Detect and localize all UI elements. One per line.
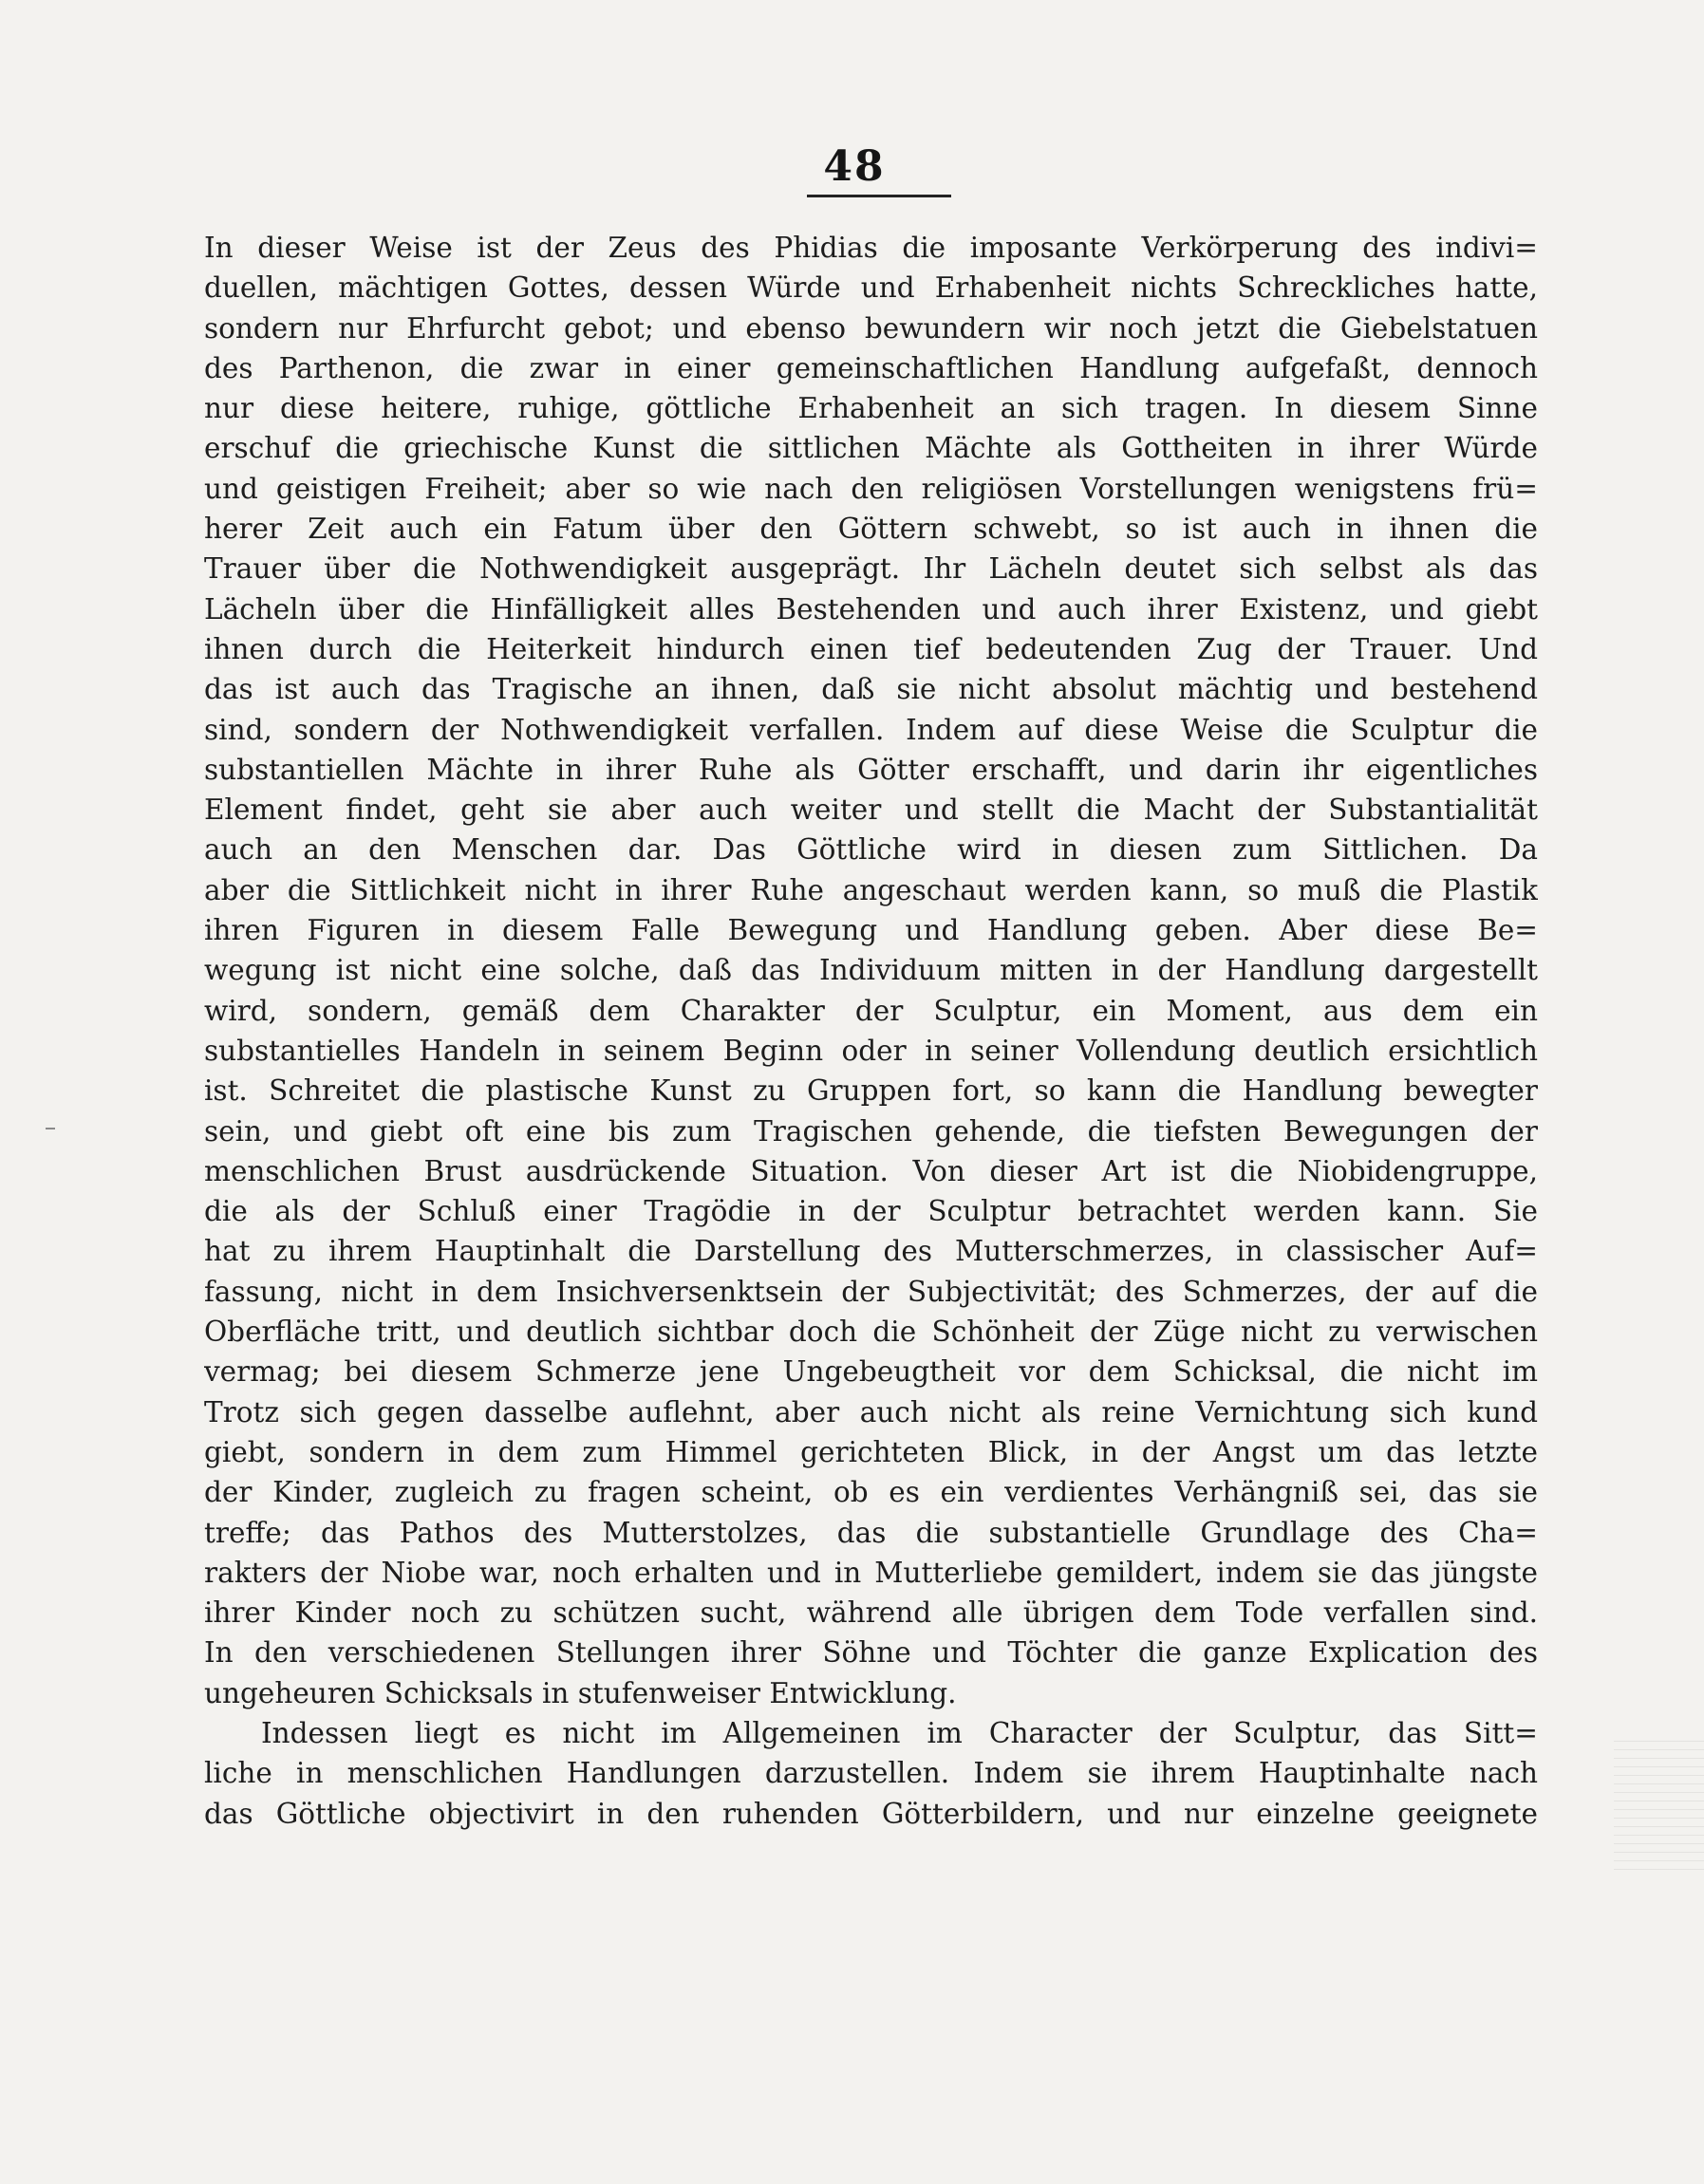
page-number-rule — [807, 195, 951, 197]
text-line: treffe; das Pathos des Mutterstolzes, das die substantielle Grundlage des Cha= — [204, 1516, 1538, 1549]
text-line: sind, sondern der Nothwendigkeit verfallen. Indem auf diese Weise die Sculptur die — [204, 713, 1538, 746]
text-line: liche in menschlichen Handlungen darzustellen. Indem sie ihrem Hauptinhalte nach — [204, 1757, 1538, 1790]
text-line: wegung ist nicht eine solche, daß das Individuum mitten in der Handlung dargestellt — [204, 954, 1538, 987]
text-line: hat zu ihrem Hauptinhalt die Darstellung des Mutterschmerzes, in classischer Auf= — [204, 1235, 1538, 1268]
text-line: Trauer über die Nothwendigkeit ausgeprägt. Ihr Lächeln deutet sich selbst als das — [204, 552, 1538, 586]
text-line: Oberfläche tritt, und deutlich sichtbar doch die Schönheit der Züge nicht zu verwischen — [204, 1316, 1538, 1349]
text-line: giebt, sondern in dem zum Himmel gerichteten Blick, in der Angst um das letzte — [204, 1435, 1538, 1468]
paragraph-1 — [204, 228, 1538, 1713]
text-line: die als der Schluß einer Tragödie in der Sculptur betrachtet werden kann. Sie — [204, 1195, 1538, 1228]
text-line: duellen, mächtigen Gottes, dessen Würde und Erhabenheit nichts Schreckliches hatte, — [204, 271, 1538, 305]
text-line: auch an den Menschen dar. Das Göttliche wird in diesen zum Sittlichen. Da — [204, 833, 1538, 867]
text-line: fassung, nicht in dem Insichversenktsein der Subjectivität; des Schmerzes, der auf die — [204, 1275, 1538, 1308]
text-line: sondern nur Ehrfurcht gebot; und ebenso bewundern wir noch jetzt die Giebelstatuen — [204, 311, 1538, 345]
text-line: Lächeln über die Hinfälligkeit alles Bestehenden und auch ihrer Existenz, und giebt — [204, 592, 1538, 625]
text-line: ihren Figuren in diesem Falle Bewegung und Handlung geben. Aber diese Be= — [204, 914, 1538, 947]
text-line: wird, sondern, gemäß dem Charakter der Sculptur, ein Moment, aus dem ein — [204, 994, 1538, 1027]
text-line: sein, und giebt oft eine bis zum Tragischen gehende, die tiefsten Bewegungen der — [204, 1114, 1538, 1148]
paragraph-2 — [204, 1713, 1538, 1834]
page-number: 48 — [823, 142, 886, 191]
text-line: erschuf die griechische Kunst die sittlichen Mächte als Gottheiten in ihrer Würde — [204, 432, 1538, 465]
text-line: menschlichen Brust ausdrückende Situation. Von dieser Art ist die Niobidengruppe, — [204, 1154, 1538, 1187]
text-line: substantielles Handeln in seinem Beginn oder in seiner Vollendung deutlich ersichtlich — [204, 1034, 1538, 1067]
text-line: substantiellen Mächte in ihrer Ruhe als Götter erschafft, und darin ihr eigentliches — [204, 753, 1538, 786]
text-line: ihrer Kinder noch zu schützen sucht, während alle übrigen dem Tode verfallen sind. — [204, 1596, 1538, 1630]
margin-mark — [46, 1128, 55, 1129]
text-line: In dieser Weise ist der Zeus des Phidias die imposante Verkörperung des indivi= — [204, 232, 1538, 264]
text-line: das Göttliche objectivirt in den ruhenden Götterbildern, und nur einzelne geeignete — [204, 1797, 1538, 1830]
text-line: der Kinder, zugleich zu fragen scheint, ob es ein verdientes Verhängniß sei, das sie — [204, 1476, 1538, 1509]
text-line: Trotz sich gegen dasselbe auflehnt, aber auch nicht als reine Vernichtung sich kund — [204, 1395, 1538, 1428]
text-line: herer Zeit auch ein Fatum über den Göttern schwebt, so ist auch in ihnen die — [204, 513, 1538, 546]
text-line: des Parthenon, die zwar in einer gemeinschaftlichen Handlung aufgefaßt, dennoch — [204, 351, 1538, 384]
bleed-through-strip — [1614, 1737, 1704, 1870]
text-line: ungeheuren Schicksals in stufenweiser Entwicklung. — [204, 1676, 957, 1709]
text-line: ist. Schreitet die plastische Kunst zu Gruppen fort, so kann die Handlung bewegter — [204, 1074, 1538, 1108]
text-line: In den verschiedenen Stellungen ihrer Söhne und Töchter die ganze Explication des — [204, 1636, 1538, 1670]
text-line: nur diese heitere, ruhige, göttliche Erhabenheit an sich tragen. In diesem Sinne — [204, 392, 1538, 425]
text-line: Element findet, geht sie aber auch weiter und stellt die Macht der Substantialität — [204, 793, 1538, 827]
text-line: Indessen liegt es nicht im Allgemeinen im Character der Sculptur, das Sitt= — [261, 1716, 1538, 1749]
text-line: und geistigen Freiheit; aber so wie nach den religiösen Vorstellungen wenigstens frü= — [204, 472, 1538, 505]
text-line: rakters der Niobe war, noch erhalten und in Mutterliebe gemildert, indem sie das jüngste — [204, 1556, 1538, 1589]
text-line: ihnen durch die Heiterkeit hindurch einen tief bedeutenden Zug der Trauer. Und — [204, 632, 1538, 665]
text-line: aber die Sittlichkeit nicht in ihrer Ruhe angeschaut werden kann, so muß die Plastik — [204, 873, 1538, 906]
text-line: vermag; bei diesem Schmerze jene Ungebeugtheit vor dem Schicksal, die nicht im — [204, 1355, 1538, 1389]
body-text — [204, 228, 1538, 1834]
text-line: das ist auch das Tragische an ihnen, daß sie nicht absolut mächtig und bestehend — [204, 673, 1538, 706]
